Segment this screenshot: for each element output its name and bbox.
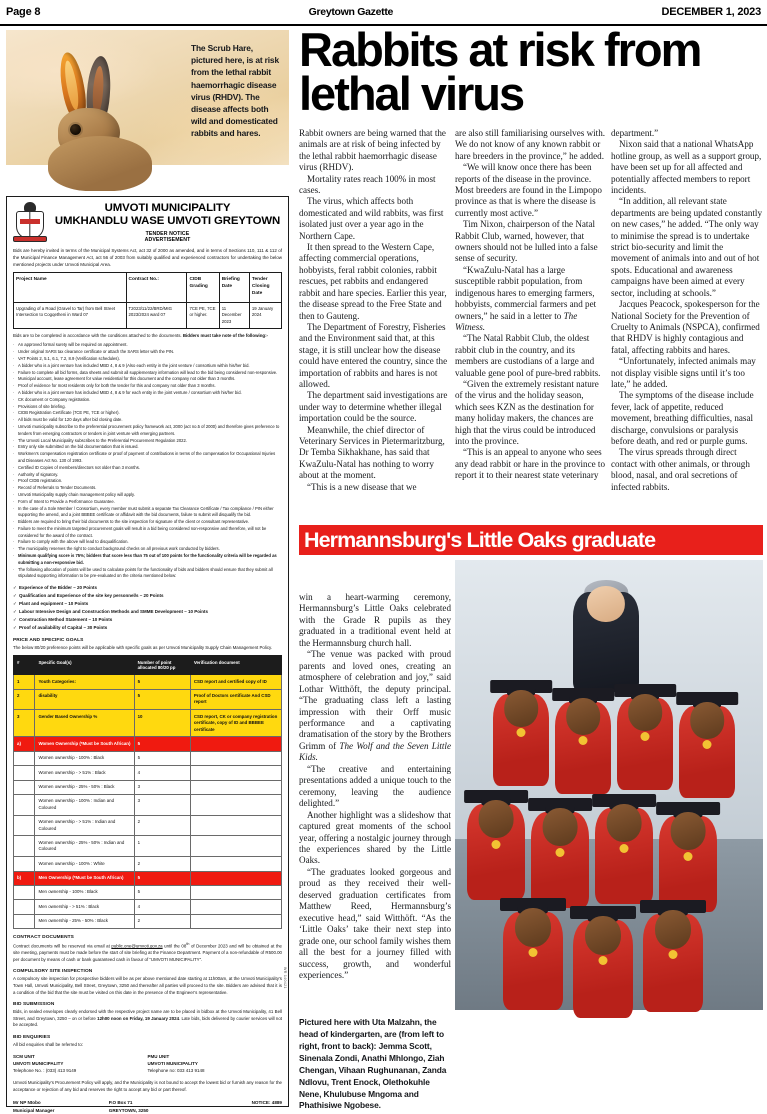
goal-number xyxy=(14,914,35,928)
list-item: · In the case of a Sole Member / Consortium, every member must submit a separate Tax Clearance Certificate / Tax compliance / PIN either supporting the amend, and a joint BBBEE certificate or affidavit with the bid documents, failure to submit will disqualify the bid. xyxy=(13,506,282,520)
goal-description: Men ownership - 25% - 50% : Black xyxy=(35,914,134,928)
list-item: · All bids must be valid for 120 days after bid closing date. xyxy=(13,417,282,424)
table-row xyxy=(14,871,282,885)
signoff-name: Mr NP Ntobo xyxy=(13,1100,41,1106)
goals-section-heading: PRICE AND SPECIFIC GOALS xyxy=(13,637,84,643)
goal-points: 5 xyxy=(134,675,190,689)
advert-conditions-note: Bids are to be completed in accordance with the conditions attached to the documents. Bidders must take note of the following:- xyxy=(13,332,269,338)
goal-description: Women ownership - 100% : Indian and Coloured xyxy=(35,794,134,815)
advert-side-reference-code: WR 140421 xyxy=(283,967,287,989)
list-item: ✓ Plant and equipment – 10 Points xyxy=(13,600,282,608)
paragraph: “Unfortunately, infected animals may not display visible signs until it’s too late,” he added. xyxy=(611,356,756,389)
table-row xyxy=(14,751,282,765)
goal-verification xyxy=(190,857,281,871)
contact-unit-name: SCM UNIT xyxy=(13,1053,35,1059)
list-item: · Record of Referrals to Tender Documents. xyxy=(13,485,282,492)
list-item: · Provisions of site briefing. xyxy=(13,404,282,411)
advert-subtitle-tender-notice: TENDER NOTICE xyxy=(145,231,190,237)
table-row xyxy=(14,815,282,836)
contact-telephone: Telephone No. : (033) 413 9149 xyxy=(13,1067,77,1073)
article-rabbits-column-1 xyxy=(299,128,451,493)
tender-col-cidb: CIDB Grading xyxy=(187,273,219,303)
goal-number xyxy=(14,780,35,794)
graduate-child xyxy=(659,800,717,912)
bid-submission-heading: BID SUBMISSION xyxy=(13,1002,55,1008)
goals-col-points: Number of point allocated 80/20 pp xyxy=(134,656,190,675)
goal-points: 5 xyxy=(134,689,190,710)
tender-col-contract: Contract No.: xyxy=(126,273,187,303)
list-item: · The Umvoti Local Municipality subscribes to the Preferential Procurement Regulation 2022. xyxy=(13,438,282,445)
list-item: ✓ Construction Method Statement – 10 Points xyxy=(13,616,282,624)
table-row xyxy=(14,857,282,871)
signoff-town: GREYTOWN, 3250 xyxy=(108,1107,149,1113)
goal-verification: Proof of Doctors certificate And CSD report xyxy=(190,689,281,710)
list-item: ✓ Experience of the Bidder – 20 Points xyxy=(13,584,282,592)
list-item: · Failure to complete all bid forms, data sheets and submit all supplementary information will lead to the bid being considered non-responsive. xyxy=(13,370,282,377)
goal-number xyxy=(14,766,35,780)
cited-publication: The Witness. xyxy=(455,310,578,332)
list-item: · Entry only site submitted on the bid documentation that is issued. xyxy=(13,444,282,451)
table-row xyxy=(14,689,282,710)
list-item: · Proof of evidence for most residents only for both the tender for this and company not older than 3 months. xyxy=(13,383,282,390)
list-item: · Workmen's compensation registration certificate or proof of payment of contributions in terms of the compensation for Occupational Injuries and Diseases Act No. 130 of 1993. xyxy=(13,451,282,465)
goal-description: disability xyxy=(35,689,134,710)
goal-verification: CSD report and certified copy of ID xyxy=(190,675,281,689)
goal-verification xyxy=(190,766,281,780)
goal-verification xyxy=(190,780,281,794)
goal-points: 2 xyxy=(134,815,190,836)
table-row xyxy=(14,885,282,899)
goal-verification xyxy=(190,751,281,765)
list-item: · CK document or Company registration. xyxy=(13,397,282,404)
contact-telephone: Telephone no: 033 413 9148 xyxy=(147,1067,205,1073)
graduate-child xyxy=(503,896,563,1010)
table-row xyxy=(14,766,282,780)
table-row xyxy=(14,737,282,751)
tender-project-name: Upgrading of a Road (Gravel to Tar) from Bell Street Intersection to Cogqetheni in Ward 07 xyxy=(14,303,127,329)
advert-title-english: UMVOTI MUNICIPALITY xyxy=(104,202,231,214)
goals-col-verification: Verification document xyxy=(190,656,281,675)
goal-number: 3 xyxy=(14,710,35,737)
tender-briefing-date: 11 December 2023 xyxy=(219,303,249,329)
contact-scm-unit xyxy=(13,1053,148,1075)
goal-description: Women ownership - 25% - 50% : Black xyxy=(35,780,134,794)
goal-verification xyxy=(190,914,281,928)
table-row xyxy=(14,303,282,329)
goals-table-body xyxy=(14,675,282,929)
list-item: · Certified ID Copies of members/directors not older than 3 months. xyxy=(13,465,282,472)
goal-verification xyxy=(190,900,281,914)
list-item: · Failure to comply with the above will lead to disqualification. xyxy=(13,539,282,546)
graduate-child xyxy=(573,904,633,1018)
goal-description: Gender Based Ownership % xyxy=(35,710,134,737)
advert-header xyxy=(13,202,282,243)
goal-points: 5 xyxy=(134,751,190,765)
tender-table xyxy=(13,272,282,329)
goal-verification xyxy=(190,815,281,836)
goal-number xyxy=(14,836,35,857)
list-item: · A bidder who is a joint venture has included MBD 4, 8 & 9 (Also each entity in the joint venture / consortium within his/her bid. xyxy=(13,363,282,370)
goal-description: Women ownership - 25% - 50% : Indian and Coloured xyxy=(35,836,134,857)
table-row xyxy=(14,780,282,794)
bid-enquiries-text: All bid enquiries shall be referred to: xyxy=(13,1041,84,1047)
goal-verification xyxy=(190,794,281,815)
hare-body xyxy=(48,136,152,191)
graduate-child xyxy=(555,686,611,794)
goals-col-number: # xyxy=(14,656,35,675)
signoff-address xyxy=(109,1099,218,1114)
advert-subtitle-advertisement: ADVERTISEMENT xyxy=(144,237,191,243)
bid-submission-text: Bids, in sealed envelopes clearly endorsed with the respective project name are to be placed in bidbox at the Umvoti Municipality, 41 Bell Street, and Greytown, 3250 – on or before 12h00 noon on Friday, 19 January 2024. Late bids, bids delivered by courier services will not be accepted. xyxy=(13,1009,282,1028)
advert-intro-text: Bids are hereby invited in terms of the Municipal Systems Act, act 32 of 2000 as amended, and in terms of Sections 110, 111 & 112 of the Municipal Finance Management Act, act 56 of 2003 from suitably qualified and experienced contractors for undertaking the below mentioned projects under Umvoti Municipal Area. xyxy=(13,248,282,267)
signoff-person xyxy=(13,1099,109,1114)
goal-verification xyxy=(190,871,281,885)
paragraph: “We will know once there has been reports of the disease in the province. Most breeders are found in the Limpopo province as that is where the disease is currently most active.” xyxy=(455,162,602,218)
paragraph: The virus, which affects both domesticated and wild rabbits, was first isolated just over a year ago in the Northern Cape. xyxy=(299,196,444,241)
goals-section-intro: The below 80/20 preference points will be applicable with specific goals as per Umvoti Municipality Supply Chain Management Policy. xyxy=(13,644,273,650)
goals-col-goal: Specific Goal(s) xyxy=(35,656,134,675)
publication-date: DECEMBER 1, 2023 xyxy=(661,6,761,18)
list-item: · Umvoti Municipality supply chain management policy will apply. xyxy=(13,492,282,499)
tender-cidb-grading: 7CE PE, 7CE or higher. xyxy=(187,303,219,329)
paragraph: “This is a new disease that we xyxy=(307,481,417,492)
list-item: · A bidder who is a joint venture has included MBD 4, 8 & 9 for each entity in the joint venture / consortium with his/her bid. xyxy=(13,390,282,397)
contact-org-name: UMVOTI MUNICIPALITY xyxy=(147,1060,198,1066)
goal-verification xyxy=(190,737,281,751)
goal-points: 4 xyxy=(134,766,190,780)
paragraph: “The creative and entertaining presentations added a unique touch to the ceremony, leaving the audience delighted.” xyxy=(299,763,451,809)
table-row xyxy=(14,836,282,857)
list-item: · Form of Intent to Provide a Performance Guarantee. xyxy=(13,499,282,506)
goal-verification xyxy=(190,836,281,857)
goal-number: a) xyxy=(14,737,35,751)
hero-caption: The Scrub Hare, pictured here, is at risk from the lethal rabbit haemorrhagic disease virus (RHDV). The disease affects both wild and domesticated rabbits and hares. xyxy=(191,43,279,139)
goal-number: 2 xyxy=(14,689,35,710)
graduate-child xyxy=(643,898,703,1012)
list-item: ✓ Qualification and Experience of the site key personnel/s – 20 Points xyxy=(13,592,282,600)
goal-number xyxy=(14,857,35,871)
paragraph: “Given the extremely resistant nature of the virus and the holiday season, which sees KZN as the destination for many holiday makers, the chances are high that the virus could be introduced into the province. xyxy=(455,378,599,446)
bid-enquiries-heading: BID ENQUIRIES xyxy=(13,1034,51,1040)
list-item: · VAT Points 2, 5.1, 6.1, 7.2, 8.9 (Verification schedules). xyxy=(13,356,282,363)
goal-description: Women Ownership (*Must be South African) xyxy=(35,737,134,751)
list-item: · Authority of signatory. xyxy=(13,472,282,479)
goal-number: b) xyxy=(14,871,35,885)
paragraph: Mortality rates reach 100% in most cases. xyxy=(299,173,436,196)
goal-description: Women ownership - > 51% : Black xyxy=(35,766,134,780)
signoff-role: Municipal Manager xyxy=(13,1107,55,1113)
paragraph: The department said investigations are under way to determine whether illegal importation could be the source. xyxy=(299,390,448,424)
site-inspection-text: A compulsory site inspection for prospective bidders will be as per above mentioned date starting at 11h00am, at the Umvoti Municipality’s Town Hall, Umvoti Municipality, Bell Street, Greytown, 3250 and thereafter all parties will proceed to the site. Bidders are advised that it is a condition of the bid that the site must be visited on this date in the presence of the Engineer’s representative. xyxy=(13,976,282,995)
graduate-child xyxy=(493,678,549,786)
graduation-group-photo xyxy=(455,560,763,1010)
paragraph: The virus spreads through direct contact with other animals, or through blood, nasal, and oral secretions of infected rabbits. xyxy=(611,447,750,492)
signoff-notice-number: NOTICE: 4889 xyxy=(251,1100,282,1106)
specific-goals-table xyxy=(13,655,282,929)
goal-points: 5 xyxy=(134,885,190,899)
list-item: · Minimum qualifying score is 75%; bidders that score less than 75 out of 100 points for the functionality criteria will be regarded as submitting a non-responsive bid. xyxy=(13,553,282,567)
paragraph-text: “The venue was packed with proud parents and loved ones, creating an atmosphere of celebration and joy,” said Lothar Witthöft, the deputy principal. “The graduating class left a lasting impression with their Orff music performance and a captivating dramatisation of the story by the Brothers Grimm of xyxy=(299,649,451,751)
advert-functionality-criteria-list xyxy=(13,584,282,631)
paragraph: It then spread to the Western Cape, affecting commercial operations, hobbyists, feral rabbit colonies, rabbit rescues, pet rabbits and endangered rabbit and hare species. Earlier this year, the disease spread to the Free State and then to Gauteng. xyxy=(299,242,447,321)
table-row xyxy=(14,794,282,815)
goal-description: Women ownership - 100% : White xyxy=(35,857,134,871)
goal-number xyxy=(14,900,35,914)
main-headline: Rabbits at risk from lethal virus xyxy=(299,23,701,120)
advert-bullet-list xyxy=(13,342,282,580)
hare-illustration xyxy=(54,52,159,165)
goal-number xyxy=(14,751,35,765)
contact-pmu-unit xyxy=(148,1053,283,1075)
list-item: ✓ Labour Intensive Design and Construction Methods and SMME Development – 10 Points xyxy=(13,608,282,616)
contract-documents-text: Contract documents will be reserved via email at public.one@umvoti.gov.za until the 08th of December 2023 and will be obtained at the site meeting, payments must be made before the start of site briefing at the Finance Department. Payment of a non-refundable of R500.00 per document by means of cash or bank guaranteed cash in favour of “UMVOTI MUNICIPALITY”. xyxy=(13,942,282,962)
paragraph: Tim Nixon, chairperson of the Natal Rabbit Club, warned, however, that owners should not be lulled into a false sense of security. xyxy=(455,219,598,264)
contract-documents-heading: CONTRACT DOCUMENTS xyxy=(13,935,74,940)
site-inspection-heading: COMPULSORY SITE INSPECTION xyxy=(13,969,93,975)
list-item: · Umvoti municipality subscribe to the preferential procurement policy framework act, 2000 (act no.5 of 2000) and therefore gives preference to tenders from emerging contractors or tenders in joint venture with emerging partners. xyxy=(13,424,282,438)
goal-points: 4 xyxy=(134,900,190,914)
paragraph: “The graduates looked gorgeous and proud as they received their well-deserved graduation certificates from Matthew Reed, Hermannsburg’s executive head,” said Witthöft. “As the ‘Little Oaks’ take their next step into grade one, our school family wishes them all the best for a journey filled with success, growth, and wonderful experiences.” xyxy=(299,866,451,980)
list-item: · Municipal account, lease agreement for value residential for this document and the company not older than 3 months. xyxy=(13,376,282,383)
tender-col-briefing: Briefing Date xyxy=(219,273,249,303)
publication-title: Greytown Gazette xyxy=(308,6,394,18)
graduate-child xyxy=(467,788,525,900)
graduate-child xyxy=(617,682,673,790)
signoff-po-box: P.O Box 71 xyxy=(108,1100,133,1106)
goal-verification: CSD report, CK or company registration certificate, copy of ID and BBBEE certificate xyxy=(190,710,281,737)
teacher-face xyxy=(587,586,625,622)
municipality-crest-icon xyxy=(13,202,47,242)
goal-description: Women ownership - > 51% : Indian and Coloured xyxy=(35,815,134,836)
list-item: · CIDB Registration Certificate (7CE PE, 7CE or higher). xyxy=(13,410,282,417)
procurement-policy-text: Umvoti Municipality’s Procurement Policy will apply, and the Municipality is not bound to accept the lowest bid or furnish any reason for the acceptance or rejection of any bid and reserves the right to accept any bid or part thereof. xyxy=(13,1080,282,1092)
tender-table-header-row xyxy=(14,273,282,303)
graduate-child xyxy=(679,690,735,798)
goal-points: 5 xyxy=(134,737,190,751)
goal-points: 3 xyxy=(134,794,190,815)
list-item: · The municipality reserves the right to conduct background checks on all previous work conducted by bidders. xyxy=(13,546,282,553)
paragraph: The Department of Forestry, Fisheries and the Environment said that, at this stage, it is still unclear how the disease could have entered the country, since the importation of rabbits and hares is not allowed. xyxy=(299,321,448,389)
table-row xyxy=(14,675,282,689)
goal-points: 1 xyxy=(134,836,190,857)
goal-description: Men ownership - 100% : Black xyxy=(35,885,134,899)
table-row xyxy=(14,710,282,737)
paragraph: “The Natal Rabbit Club, the oldest rabbit club in the country, and its members are custodians of a large and valuable gene pool of pure-bred rabbits. xyxy=(455,333,601,378)
graduate-child xyxy=(531,796,589,908)
list-item: · An approved formal surety will be required on appointment. xyxy=(13,342,282,349)
paragraph-with-citation xyxy=(299,649,451,764)
list-item: · The following allocation of points will be used to calculate points for the functionality of bids and bidders should ensure that they submit all stipulated supporting information to be pre-evaluated on the criteria mentioned below: xyxy=(13,567,282,581)
advert-titles xyxy=(53,202,282,243)
goal-points: 5 xyxy=(134,871,190,885)
goal-description: Women ownership - 100% : Black xyxy=(35,751,134,765)
list-item: · Proof CIDB registration. xyxy=(13,478,282,485)
paragraph: department.” xyxy=(611,128,659,138)
section-banner-hermannsburg: Hermannsburg's Little Oaks graduate xyxy=(299,525,763,555)
hero-photo-scrub-hare xyxy=(6,30,289,165)
paragraph: The symptoms of the disease include fever, lack of appetite, reduced movement, breathing difficulties, nasal discharge, convulsions or paralysis before death, and red or purple gums. xyxy=(611,390,754,446)
paragraph: “This is an appeal to anyone who sees any dead rabbit or hare in the province to report it to their nearest state veterinary xyxy=(455,447,605,481)
goal-number xyxy=(14,815,35,836)
goal-description: Men ownership - > 51% : Black xyxy=(35,900,134,914)
list-item: ✓ Proof of availability of Capital – 30 Points xyxy=(13,624,282,632)
goal-points: 3 xyxy=(134,780,190,794)
paragraph: Nixon said that a national WhatsApp hotline group, as well as a support group, have been set up for all affected and potentially affected members to report incidents. xyxy=(611,139,762,196)
adult-teacher xyxy=(573,572,639,692)
goal-number xyxy=(14,794,35,815)
paragraph: “In addition, all relevant state departments are being updated constantly on new cases,” he added. “The only way to minimise the spread is to undertake strict bio-security and limit the movement of animals into and out of hot spots. Educational and awareness campaigns have been aimed at every sector, including at schools.” xyxy=(611,196,763,298)
paragraph: are also still familiarising ourselves with. We do not know of any known rabbit or hare breeders in the province,” he added. xyxy=(455,128,606,161)
paragraph: win a heart-warming ceremony, Hermannsburg’s Little Oaks celebrated with the Grade R pupils as they graduated in a traditional event held at the Hermannsburg church hall. xyxy=(299,592,451,648)
list-item: · Under original SARS tax clearance certificate or attach the SARS letter with the PIN. xyxy=(13,349,282,356)
paragraph: Jacques Peacock, spokesperson for the National Society for the Prevention of Cruelty to Animals (NSPCA), confirmed that RHDV is highly contagious and fatal, affecting rabbits and hares. xyxy=(611,299,760,355)
goal-description: Youth Categories: xyxy=(35,675,134,689)
goal-points: 10 xyxy=(134,710,190,737)
article-rabbits-column-2 xyxy=(455,128,607,482)
paragraph: Rabbit owners are being warned that the animals are at risk of being infected by the lethal rabbit haemorrhagic disease virus (RHDV). xyxy=(299,128,446,173)
goal-number: 1 xyxy=(14,675,35,689)
contact-block xyxy=(13,1053,282,1075)
page-folio: Page 8 xyxy=(6,6,41,18)
tender-contract-no: T2023/11/22/BRD/MIG 2023/2024 ward 07 xyxy=(126,303,187,329)
list-item: · Failure to meet the minimum targeted procurement goals will result in a bid being considered non-responsive and therefore, will not be considered for the award of the contract. xyxy=(13,526,282,540)
tender-col-project: Project Name xyxy=(14,273,127,303)
article-rabbits-column-3 xyxy=(611,128,763,493)
list-item: · Bidders are required to bring their bid documents to the site inspection for signature of the client or consultant representative. xyxy=(13,519,282,526)
tender-advertisement xyxy=(6,196,289,1113)
goal-verification xyxy=(190,885,281,899)
tender-closing-date: 19 January 2024 xyxy=(249,303,281,329)
graduation-photo-caption: Pictured here with Uta Malzahn, the head of kindergarten, are (from left to right, front to back): Jemma Scott, Sinenala Zondi, Anathi Mhlongo, Ziah Chengan, Vihaan Rughunanan, Zanda Ndlovu, Trent Enock, Olethokuhle Nene, Khulubuse Mngoma and Phathisiwe Ngobese. xyxy=(299,1017,447,1111)
paragraph-with-citation xyxy=(455,265,607,333)
cited-story-title: The Wolf and the Seven Little Kids. xyxy=(299,740,451,763)
paragraph: Another highlight was a slideshow that captured great moments of the school year, offering a nostalgic journey through the experiences shared by the Little Oaks. xyxy=(299,809,451,866)
advert-signoff xyxy=(13,1099,282,1114)
table-row xyxy=(14,914,282,928)
paragraph: Meanwhile, the chief director of Veterinary Services in Pietermaritzburg, Dr Temba Sikhakhane, has said that KwaZulu-Natal has nothing to worry about at the moment. xyxy=(299,424,445,481)
tender-col-closing: Tender Closing Date xyxy=(249,273,281,303)
contact-org-name: UMVOTI MUNICIPALITY xyxy=(13,1060,64,1066)
paragraph-text: “KwaZulu-Natal has a large susceptible rabbit population, from indigenous hares to emerging farmers, hobbyists, commercial farmers and pet owners,” he said in a letter to xyxy=(455,264,597,321)
goal-points: 2 xyxy=(134,857,190,871)
advert-title-zulu: UMKHANDLU WASE UMVOTI GREYTOWN xyxy=(54,215,281,227)
goal-points: 2 xyxy=(134,914,190,928)
goal-description: Men Ownership (*Must be South African) xyxy=(35,871,134,885)
hare-eye xyxy=(70,124,81,135)
goal-number xyxy=(14,885,35,899)
contact-unit-name: PMU UNIT xyxy=(147,1053,170,1059)
graduate-child xyxy=(595,792,653,904)
article-hermannsburg-column-1 xyxy=(299,592,451,981)
goals-header-row xyxy=(14,656,282,675)
table-row xyxy=(14,900,282,914)
